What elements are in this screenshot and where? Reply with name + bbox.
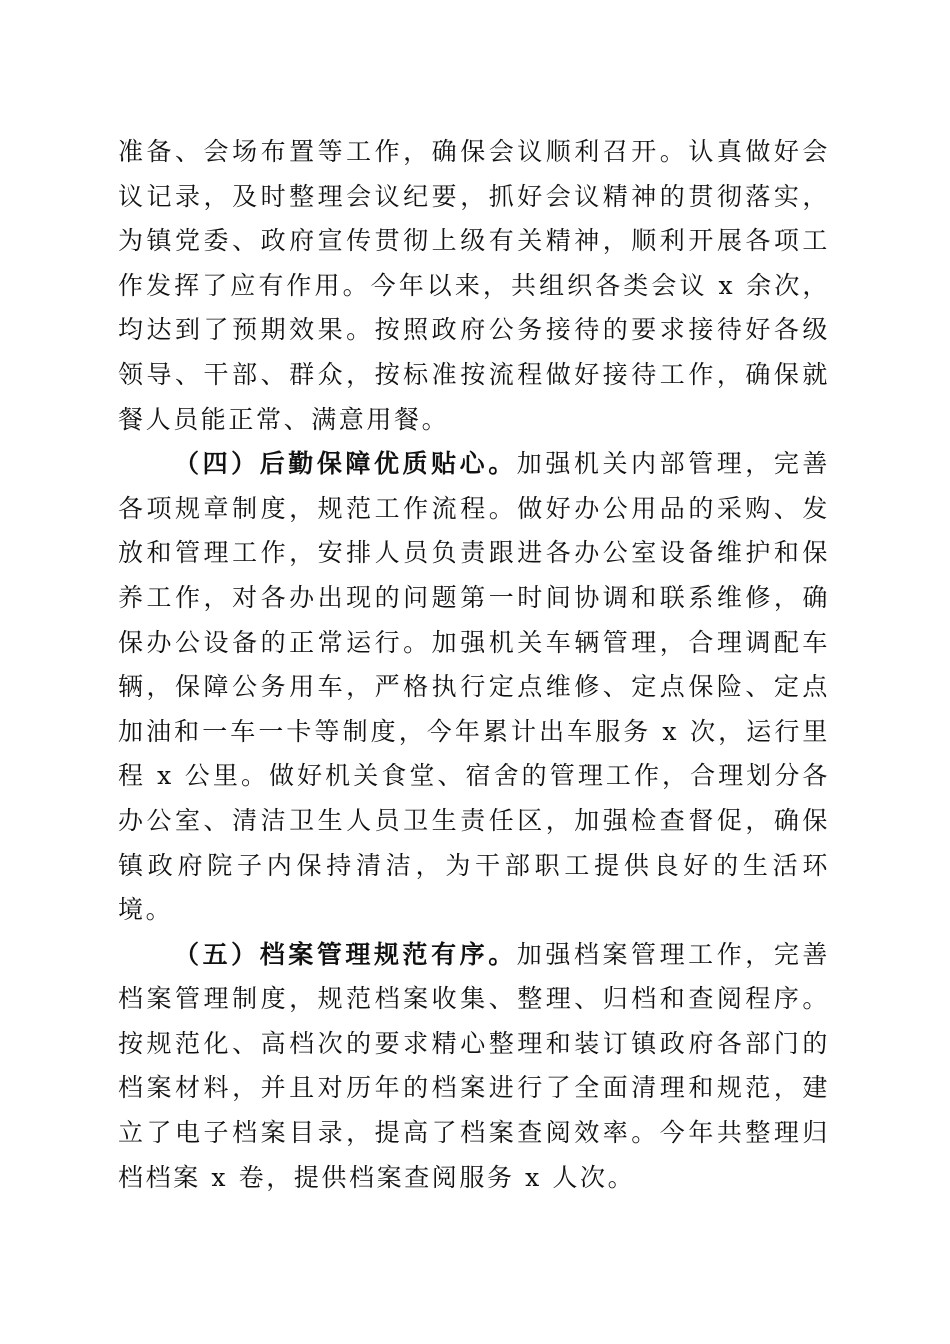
section-heading: （五）档案管理规范有序。	[174, 939, 517, 969]
document-page	[118, 130, 830, 1200]
paragraph-archives	[118, 933, 830, 1201]
paragraph-body: 准备、会场布置等工作，确保会议顺利召开。认真做好会议记录，及时整理会议纪要，抓好会议精神的贯彻落实，为镇党委、政府宣传贯彻上级有关精神，顺利开展各项工作发挥了应有作用。今年以来，共组织各类会议 x 余次，均达到了预期效果。按照政府公务接待的要求接待好各级领导、干部、群众，按标准按流程做好接待工作，确保就餐人员能正常、满意用餐。	[118, 137, 830, 434]
section-heading: （四）后勤保障优质贴心。	[174, 449, 517, 479]
paragraph-meeting-reception	[118, 130, 830, 442]
paragraph-body: 加强机关内部管理，完善各项规章制度，规范工作流程。做好办公用品的采购、发放和管理工作，安排人员负责跟进各办公室设备维护和保养工作，对各办出现的问题第一时间协调和联系维修，确保办公设备的正常运行。加强机关车辆管理，合理调配车辆，保障公务用车，严格执行定点维修、定点保险、定点加油和一车一卡等制度，今年累计出车服务 x 次，运行里程 x 公里。做好机关食堂、宿舍的管理工作，合理划分各办公室、清洁卫生人员卫生责任区，加强检查督促，确保镇政府院子内保持清洁，为干部职工提供良好的生活环境。	[118, 449, 830, 925]
paragraph-body: 加强档案管理工作，完善档案管理制度，规范档案收集、整理、归档和查阅程序。按规范化、高档次的要求精心整理和装订镇政府各部门的档案材料，并且对历年的档案进行了全面清理和规范，建立了电子档案目录，提高了档案查阅效率。今年共整理归档档案 x 卷，提供档案查阅服务 x 人次。	[118, 939, 830, 1192]
paragraph-logistics	[118, 442, 830, 933]
